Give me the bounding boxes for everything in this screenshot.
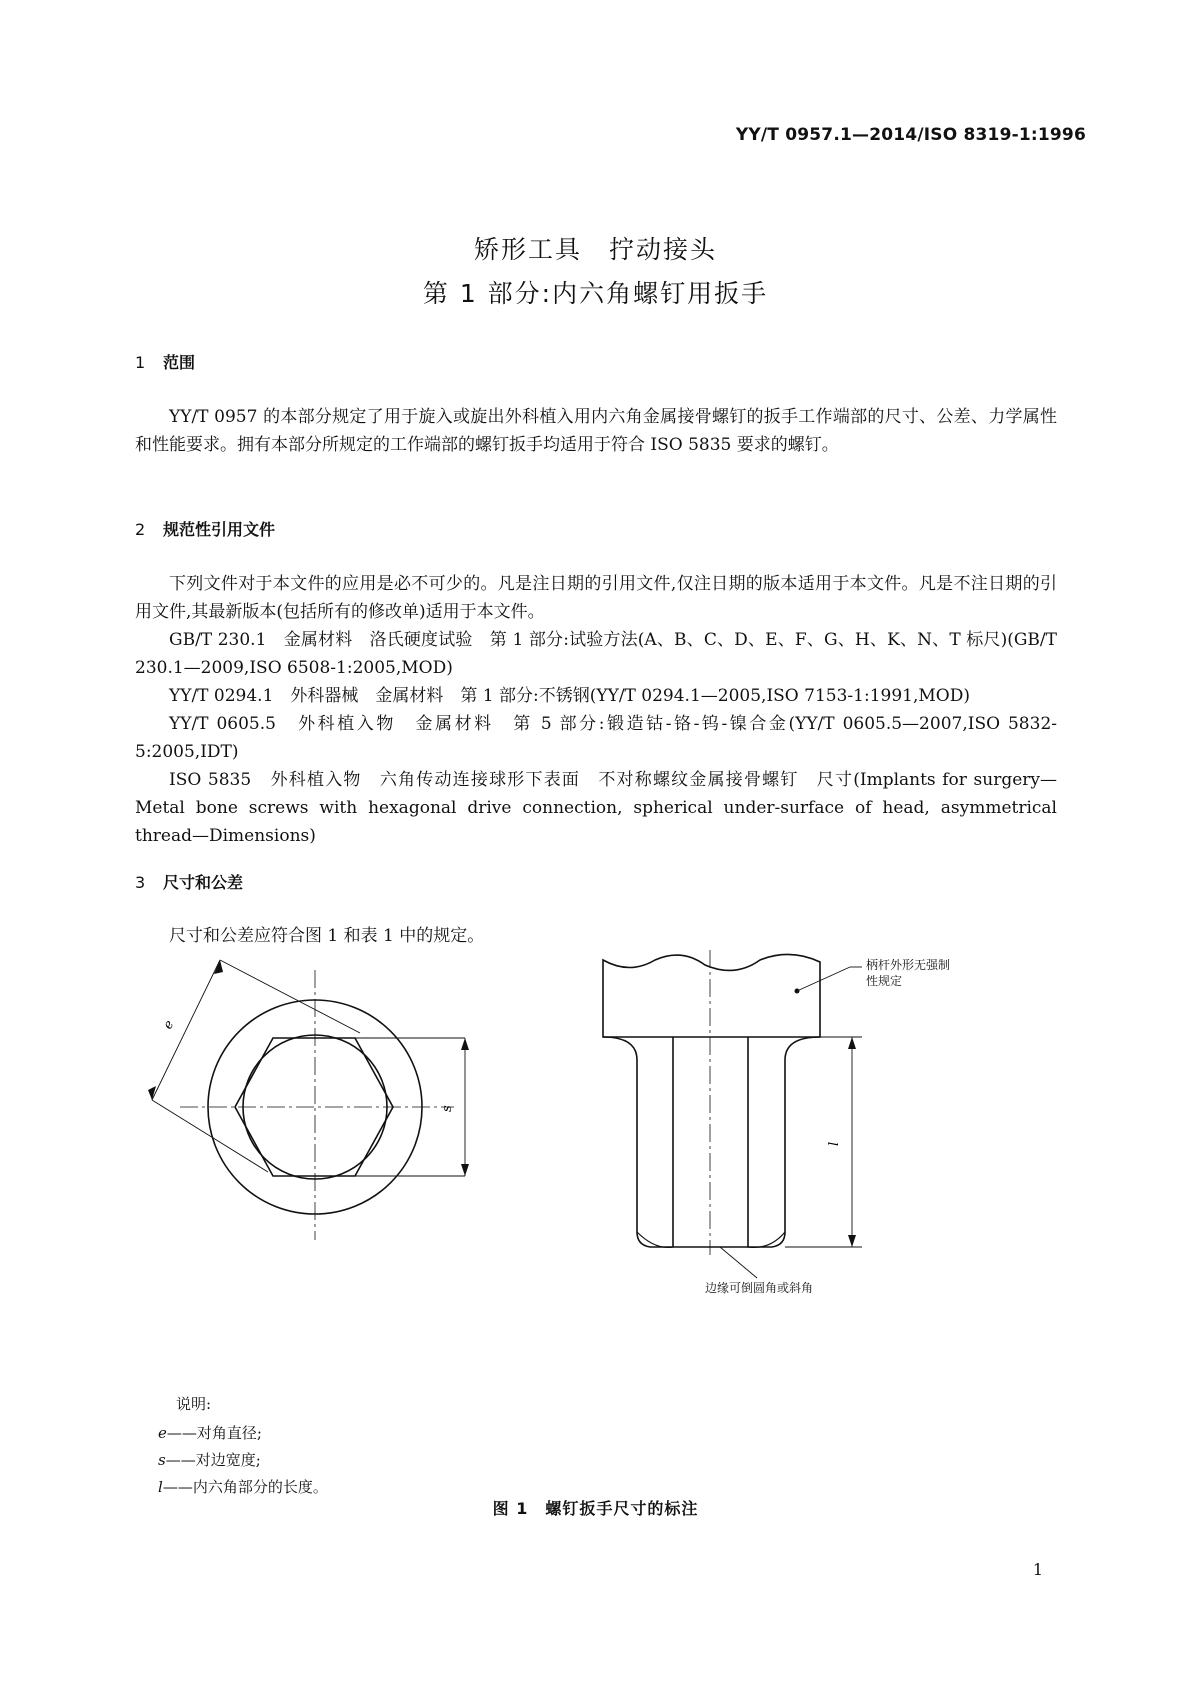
legend-title: 说明: <box>176 1395 212 1413</box>
legend-item-s <box>158 1449 261 1470</box>
reference-item: GB/T 230.1 金属材料 洛氏硬度试验 第 1 部分:试验方法(A、B、C、D、E、F、G、H、K、N、T 标尺)(GB/T 230.1—2009,ISO 6508-1:2005,MOD) <box>135 630 1057 678</box>
legend-item-l <box>158 1476 328 1497</box>
section-title: 尺寸和公差 <box>163 873 244 892</box>
shank-note <box>866 957 950 989</box>
reference-item: YY/T 0294.1 外科器械 金属材料 第 1 部分:不锈钢(YY/T 0294.1—2005,ISO 7153-1:1991,MOD) <box>169 686 970 706</box>
scope-paragraph: YY/T 0957 的本部分规定了用于旋入或旋出外科植入用内六角金属接骨螺钉的扳手工作端部的尺寸、公差、力学属性和性能要求。拥有本部分所规定的工作端部的螺钉扳手均适用于符合 ISO 5835 要求的螺钉。 <box>135 407 1057 455</box>
section-title: 规范性引用文件 <box>163 520 276 539</box>
section-title: 范围 <box>163 353 196 372</box>
legend-text: ——对角直径; <box>166 1424 262 1442</box>
document-title-line2: 第 1 部分:内六角螺钉用扳手 <box>422 279 769 308</box>
figure-caption: 图 1 螺钉扳手尺寸的标注 <box>492 1499 699 1518</box>
shank-note-line1: 柄杆外形无强制 <box>866 958 951 972</box>
legend-symbol: s <box>158 1451 166 1469</box>
edge-note: 边缘可倒圆角或斜角 <box>705 1281 814 1295</box>
dimension-label-s: s <box>440 1105 455 1112</box>
normative-intro-paragraph: 下列文件对于本文件的应用是必不可少的。凡是注日期的引用文件,仅注日期的版本适用于本文件。凡是不注日期的引用文件,其最新版本(包括所有的修改单)适用于本文件。 <box>135 574 1057 622</box>
section-number: 3 <box>135 873 146 892</box>
legend-text: ——对边宽度; <box>165 1451 261 1469</box>
dimension-label-l: l <box>827 1141 842 1146</box>
dimensions-paragraph: 尺寸和公差应符合图 1 和表 1 中的规定。 <box>169 926 485 946</box>
legend-symbol: e <box>158 1424 167 1442</box>
page-number: 1 <box>1032 1560 1043 1579</box>
reference-item: ISO 5835 外科植入物 六角传动连接球形下表面 不对称螺纹金属接骨螺钉 尺寸(Implants for surgery—Metal bone screws with hexagonal drive connection, spherical under-surface of head, asymmetrical thread—Dimensions) <box>135 770 1057 846</box>
standard-number: YY/T 0957.1—2014/ISO 8319-1:1996 <box>735 125 1086 145</box>
section-number: 2 <box>135 520 146 539</box>
section-number: 1 <box>135 353 146 372</box>
legend-item-e <box>158 1422 262 1443</box>
legend-symbol: l <box>158 1478 163 1496</box>
dimension-label-e: e <box>160 1017 178 1032</box>
hex-tip-outline <box>603 1037 820 1247</box>
legend-text: ——内六角部分的长度。 <box>162 1478 328 1496</box>
reference-item: YY/T 0605.5 外科植入物 金属材料 第 5 部分:锻造钴-铬-钨-镍合金(YY/T 0605.5—2007,ISO 5832-5:2005,IDT) <box>135 714 1057 762</box>
shank-outline <box>603 954 820 1037</box>
document-title-line1: 矫形工具 拧动接头 <box>473 235 717 264</box>
shank-note-line2: 性规定 <box>866 974 903 988</box>
